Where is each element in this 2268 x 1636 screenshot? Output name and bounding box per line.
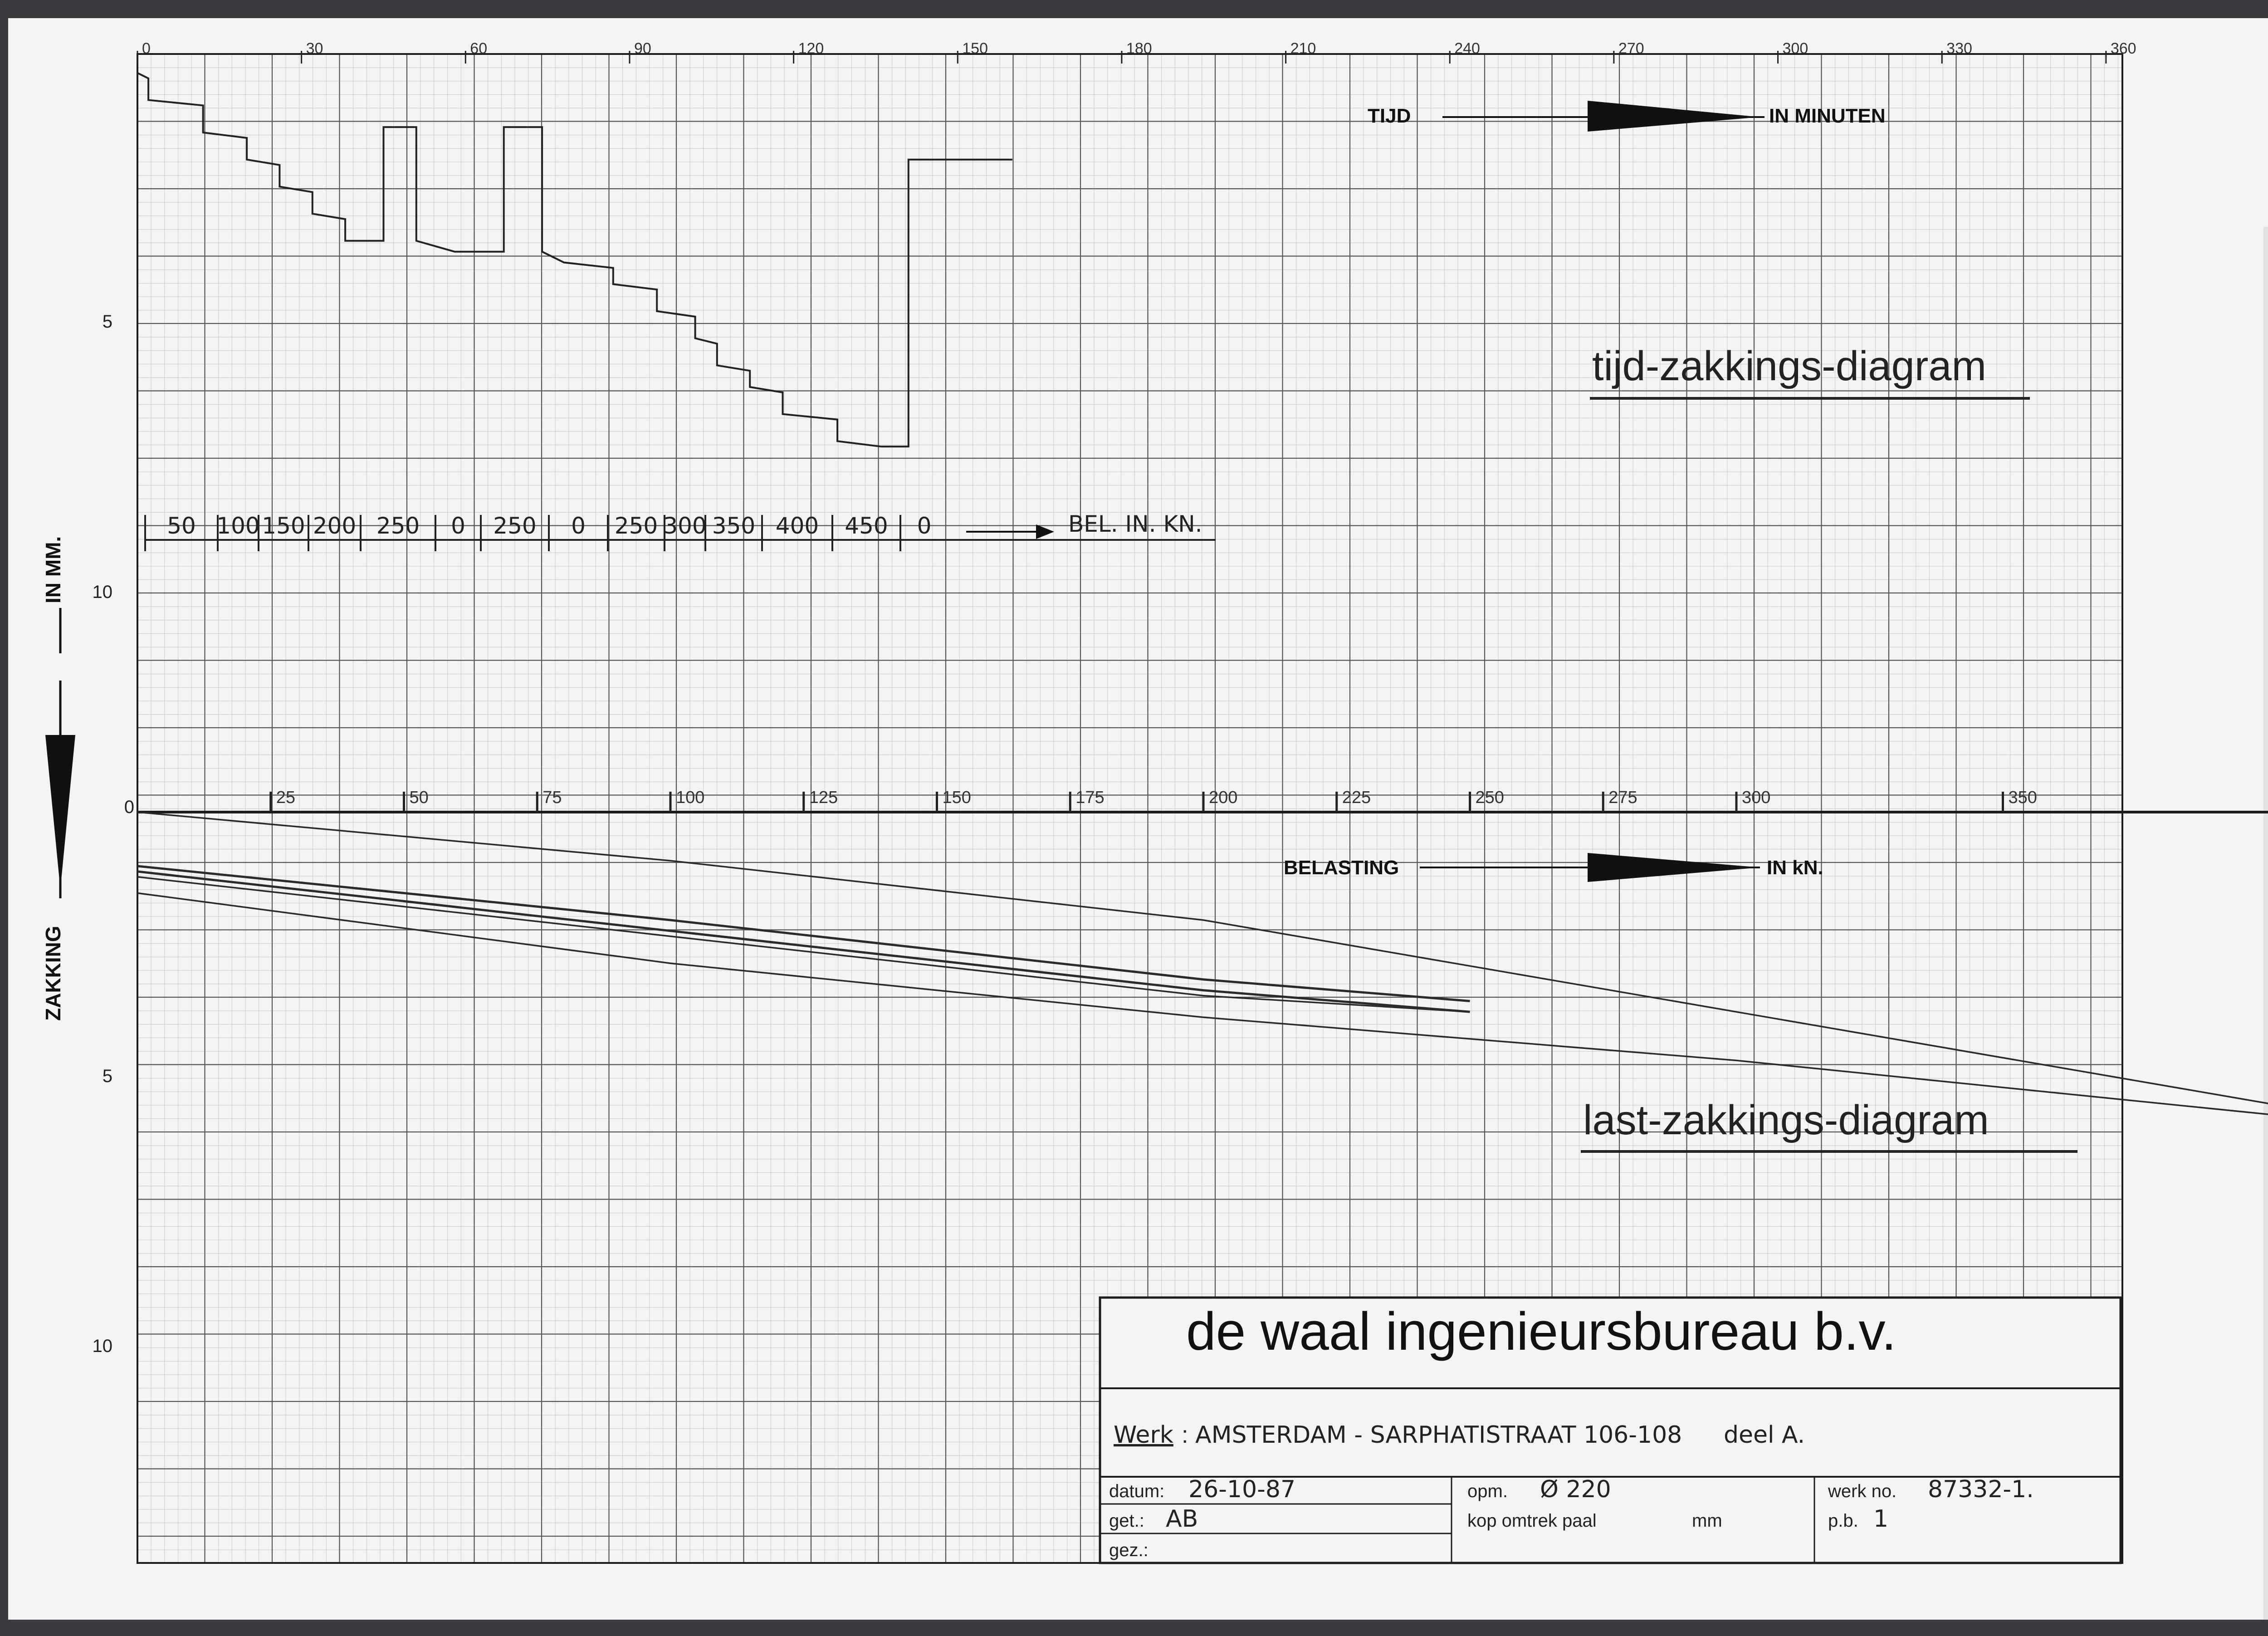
y-tick-top-10: 10 xyxy=(92,582,112,602)
pb-label: p.b. xyxy=(1828,1511,1858,1531)
y-tick-bottom-10: 10 xyxy=(92,1336,112,1356)
y-tick-top-5: 5 xyxy=(102,312,112,332)
load-chart-title: last-zakkings-diagram xyxy=(1583,1097,1989,1143)
load-strip-value: 300 xyxy=(663,513,707,539)
opm-value: Ø 220 xyxy=(1540,1476,1611,1503)
load-tick-label: 350 xyxy=(2008,788,2037,807)
belasting-label: BELASTING xyxy=(1284,857,1399,879)
y-tick-zero: 0 xyxy=(124,797,134,817)
time-tick-label: 360 xyxy=(2110,40,2136,57)
load-tick-label: 250 xyxy=(1475,788,1504,807)
y-axis-label: ZAKKING xyxy=(41,926,65,1021)
title-block xyxy=(1100,1298,2121,1563)
load-tick-label: 200 xyxy=(1209,788,1238,807)
kop-unit: mm xyxy=(1692,1511,1722,1531)
load-strip-value: 450 xyxy=(845,513,888,539)
load-tick-label: 175 xyxy=(1075,788,1105,807)
load-tick-label: 125 xyxy=(809,788,838,807)
time-tick-label: 330 xyxy=(1946,40,1972,57)
load-strip-label: BEL. IN. KN. xyxy=(1068,511,1202,537)
time-tick-label: 60 xyxy=(470,40,488,57)
load-strip-value: 0 xyxy=(451,513,465,539)
werk-label: Werk xyxy=(1114,1421,1173,1449)
get-value: AB xyxy=(1166,1505,1198,1533)
kop-label: kop omtrek paal xyxy=(1467,1511,1597,1531)
opm-label: opm. xyxy=(1467,1481,1508,1501)
tijd-label: TIJD xyxy=(1368,105,1411,127)
belasting-unit-label: IN kN. xyxy=(1767,857,1823,879)
time-tick-label: 30 xyxy=(306,40,323,57)
load-tick-label: 225 xyxy=(1342,788,1371,807)
pb-value: 1 xyxy=(1873,1505,1889,1533)
load-tick-label: 100 xyxy=(676,788,705,807)
load-strip-value: 0 xyxy=(917,513,932,539)
load-strip-value: 250 xyxy=(493,513,537,539)
load-tick-label: 25 xyxy=(276,788,296,807)
company-name: de waal ingenieursbureau b.v. xyxy=(1186,1302,1897,1362)
time-tick-label: 300 xyxy=(1782,40,1809,57)
werk-value: AMSTERDAM - SARPHATISTRAAT 106-108 xyxy=(1195,1421,1682,1449)
gez-label: gez.: xyxy=(1109,1540,1149,1560)
paper-flap xyxy=(2263,227,2268,1620)
time-tick-label: 240 xyxy=(1454,40,1480,57)
load-tick-label: 275 xyxy=(1608,788,1637,807)
time-tick-label: 270 xyxy=(1618,40,1644,57)
load-strip-value: 50 xyxy=(167,513,196,539)
load-tick-label: 300 xyxy=(1742,788,1771,807)
datum-value: 26-10-87 xyxy=(1188,1476,1296,1503)
load-strip-value: 100 xyxy=(216,513,260,539)
load-strip-value: 400 xyxy=(775,513,819,539)
load-strip-value: 250 xyxy=(376,513,420,539)
load-strip-value: 200 xyxy=(313,513,357,539)
deel-value: deel A. xyxy=(1724,1421,1805,1449)
y-tick-bottom-5: 5 xyxy=(102,1066,112,1086)
load-tick-label: 75 xyxy=(543,788,562,807)
werkno-value: 87332-1. xyxy=(1928,1476,2034,1503)
time-tick-label: 210 xyxy=(1290,40,1316,57)
time-tick-label: 0 xyxy=(142,40,151,57)
tijd-unit-label: IN MINUTEN xyxy=(1769,105,1886,127)
time-tick-label: 180 xyxy=(1126,40,1152,57)
load-tick-label: 150 xyxy=(942,788,971,807)
time-chart-title: tijd-zakkings-diagram xyxy=(1592,343,1987,389)
load-tick-label: 50 xyxy=(409,788,429,807)
load-strip-value: 350 xyxy=(712,513,756,539)
datum-label: datum: xyxy=(1109,1481,1165,1501)
y-axis-unit: IN MM. xyxy=(41,536,65,603)
load-strip-value: 250 xyxy=(614,513,658,539)
werkno-label: werk no. xyxy=(1828,1481,1897,1501)
werk-colon: : xyxy=(1182,1422,1188,1448)
time-tick-label: 120 xyxy=(798,40,824,57)
time-tick-label: 150 xyxy=(962,40,988,57)
load-strip-value: 0 xyxy=(571,513,586,539)
time-tick-label: 90 xyxy=(634,40,651,57)
get-label: get.: xyxy=(1109,1511,1144,1531)
load-strip-value: 150 xyxy=(262,513,305,539)
